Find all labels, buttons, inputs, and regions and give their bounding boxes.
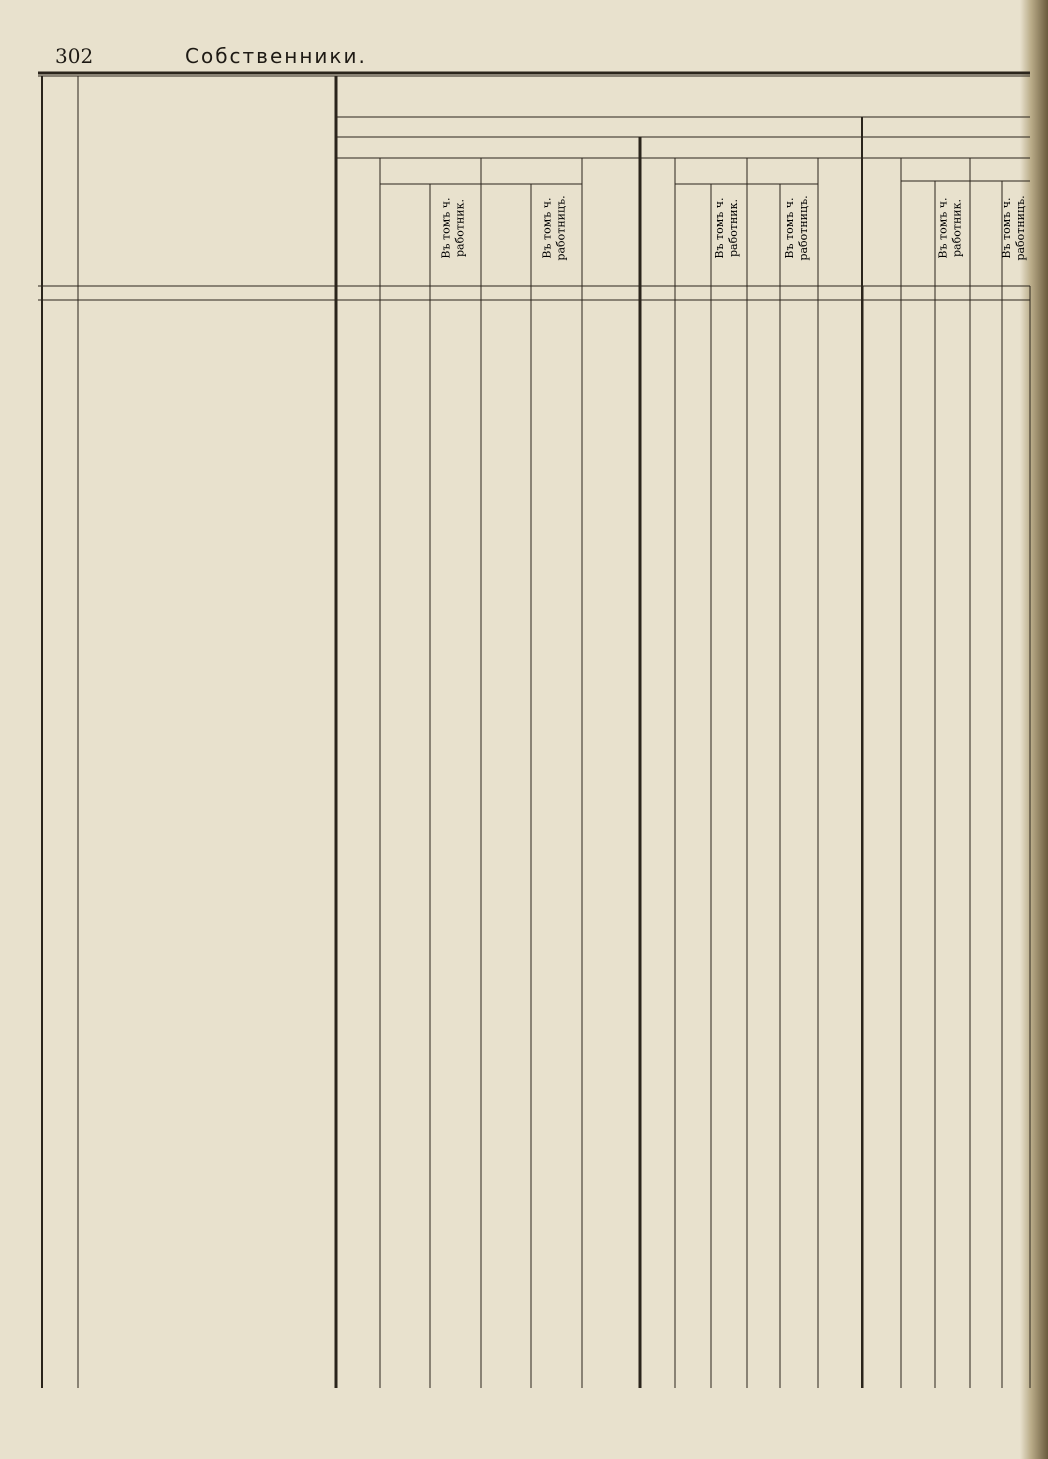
- subcol-header: работницъ.: [554, 195, 568, 261]
- subcol-header: Въ томъ ч.: [713, 197, 726, 259]
- subcol-header: Въ томъ ч.: [783, 197, 796, 259]
- subcol-header: работницъ.: [1014, 195, 1027, 261]
- page-number: 302: [55, 44, 94, 68]
- page-title: Собственники.: [185, 44, 367, 68]
- subcol-header: Въ томъ ч.: [439, 197, 453, 259]
- subcol-header: Въ томъ ч.: [1000, 197, 1013, 259]
- subcol-header: работник.: [453, 199, 467, 257]
- subcol-header: Въ томъ ч.: [540, 197, 554, 259]
- subcol-header: работник.: [727, 199, 740, 257]
- subcol-header: работник.: [950, 199, 964, 257]
- subcol-header: работницъ.: [797, 195, 810, 261]
- subcol-header: Въ томъ ч.: [936, 197, 950, 259]
